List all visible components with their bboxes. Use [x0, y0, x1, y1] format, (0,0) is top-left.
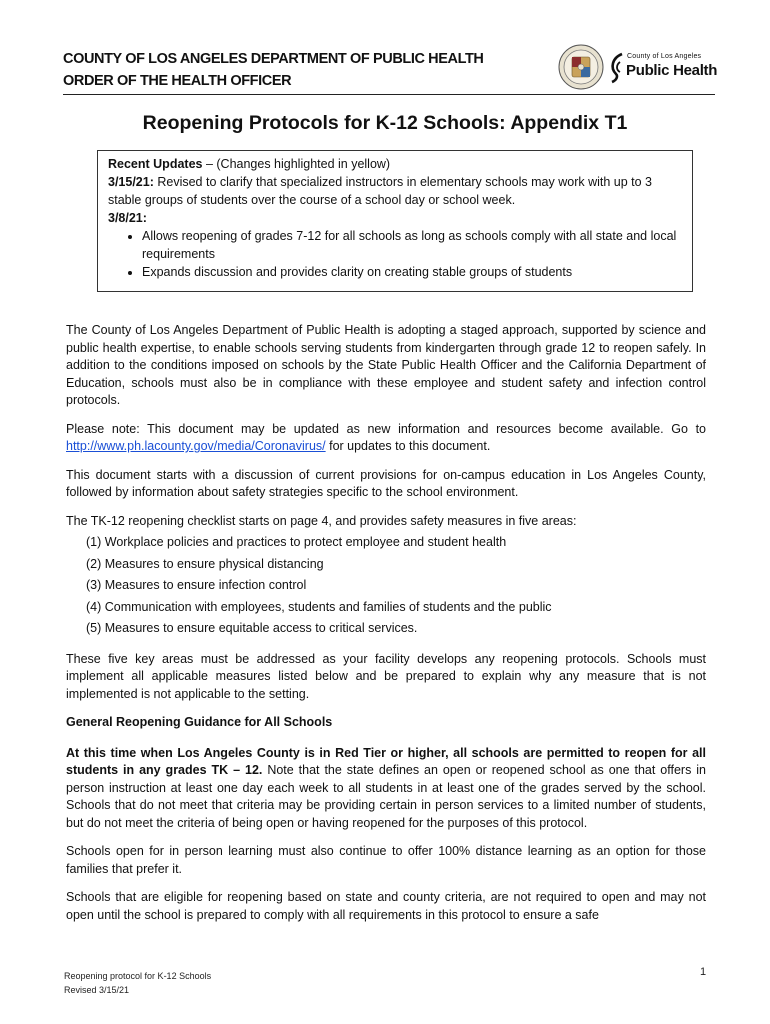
- logo-county-text: County of Los Angeles: [627, 53, 702, 60]
- updates-heading: Recent Updates: [108, 157, 203, 171]
- red-tier-paragraph: [66, 745, 706, 833]
- update-list-2: [108, 227, 682, 281]
- list-item: (4) Communication with employees, students and families of students and the public: [86, 599, 552, 614]
- list-item: (3) Measures to ensure infection control: [86, 578, 307, 593]
- county-seal-icon: [558, 44, 604, 90]
- update-entry-1: [108, 173, 682, 209]
- page-number: 1: [700, 966, 707, 978]
- safety-areas-list: [66, 532, 706, 640]
- coronavirus-link[interactable]: http://www.ph.lacounty.gov/media/Coronavirus/: [66, 439, 326, 453]
- update-item: • Expands discussion and provides clarity on creating stable groups of students: [142, 263, 682, 281]
- red-tier-bold: At this time when Los Angeles County is in Red Tier or higher, all schools are permitted to reopen for all students in any grades TK – 12.: [66, 745, 706, 778]
- recent-updates-box: [97, 150, 693, 292]
- updates-heading-line: [108, 155, 682, 173]
- document-body: [66, 322, 706, 935]
- scope-paragraph: This document starts with a discussion of current provisions for on-campus education in Los Angeles County, followed by information about safety strategies specific to the school environment.: [66, 467, 706, 499]
- logo-public-health-text: Public Health: [626, 62, 718, 79]
- page-title: Reopening Protocols for K-12 Schools: Appendix T1: [142, 112, 628, 134]
- update-date-2-label: 3/8/21:: [108, 211, 147, 225]
- red-tier-rest: Note that the state defines an open or reopened school as one that offers in person instruction at least one day each week to all students in at least one of the grades served by the school. Schools that do not meet that criteria may be providing certain in person services to a limited number of students, but do not meet the criteria of being open or having reopened for the purposes of this protocol.: [66, 763, 706, 830]
- key-areas-paragraph: These five key areas must be addressed as your facility develops any reopening protocols. Schools must implement all applicable measures listed below and be prepared to explain why any measure that is not implemented is not applicable to the setting.: [66, 651, 706, 701]
- page-header: [63, 48, 718, 95]
- update-date-2: [108, 209, 682, 227]
- list-item: (5) Measures to ensure equitable access to critical services.: [86, 621, 418, 636]
- updates-heading-note: – (Changes highlighted in yellow): [202, 157, 391, 171]
- footer-revised: Revised 3/15/21: [64, 985, 130, 995]
- page-footer: [64, 969, 211, 997]
- list-item: (2) Measures to ensure physical distancing: [86, 556, 324, 571]
- header-department: COUNTY OF LOS ANGELES DEPARTMENT OF PUBLIC HEALTH: [63, 51, 484, 67]
- public-health-logo: [608, 50, 718, 90]
- intro-paragraph: The County of Los Angeles Department of Public Health is adopting a staged approach, supported by science and public health expertise, to enable schools serving students from kindergarten through grade 12 to reopen safely. In addition to the conditions imposed on schools by the State Public Health Officer and the California Department of Education, schools must also be in compliance with these employee and student safety and infection control protocols.: [66, 323, 706, 407]
- update-item: • Allows reopening of grades 7-12 for all schools as long as schools comply with all state and local requirements: [142, 227, 682, 263]
- update-date-1: 3/15/21:: [108, 175, 154, 189]
- eligibility-paragraph: Schools that are eligible for reopening based on state and county criteria, are not required to open and may not open until the school is prepared to comply with all requirements in this protocol to ensure a safe: [66, 890, 706, 922]
- list-item: (1) Workplace policies and practices to protect employee and student health: [86, 535, 507, 549]
- distance-learning-paragraph: Schools open for in person learning must also continue to offer 100% distance learning as an option for those families that prefer it.: [66, 844, 706, 876]
- footer-doc-name: Reopening protocol for K-12 Schools: [64, 971, 212, 981]
- checklist-intro: The TK-12 reopening checklist starts on page 4, and provides safety measures in five areas:: [66, 513, 577, 528]
- update-note-paragraph: [66, 421, 706, 456]
- update-text-1: Revised to clarify that specialized instructors in elementary schools may work with up to 3 stable groups of students over the course of a school day or school week.: [108, 175, 653, 207]
- public-health-swoosh-icon: [608, 52, 626, 84]
- header-order: ORDER OF THE HEALTH OFFICER: [63, 73, 292, 89]
- note-text-before: Please note: This document may be updated as new information and resources become available. Go to: [66, 421, 706, 436]
- note-text-after: for updates to this document.: [325, 439, 491, 453]
- section-heading: General Reopening Guidance for All Schools: [66, 715, 333, 730]
